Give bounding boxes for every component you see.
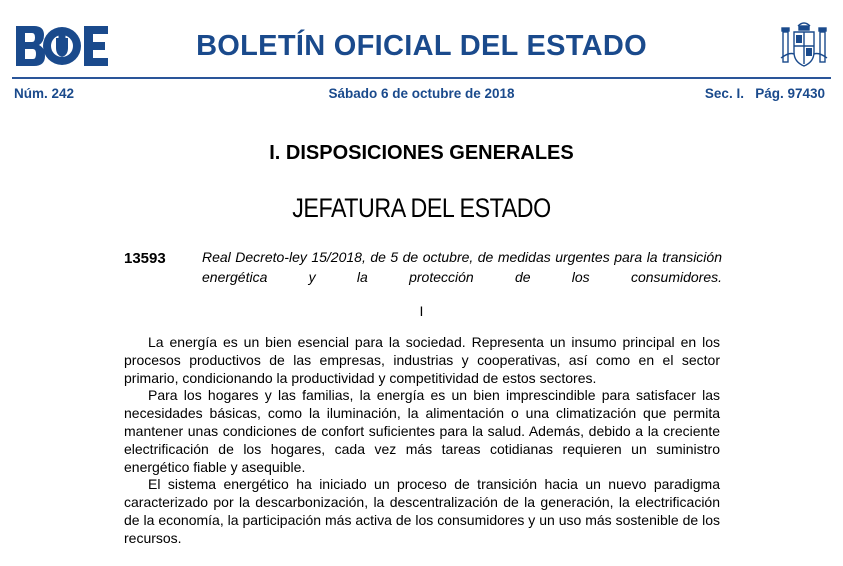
organization-title: JEFATURA DEL ESTADO xyxy=(292,193,551,223)
coat-of-arms-icon xyxy=(779,18,829,72)
paragraph: La energía es un bien esencial para la sociedad. Representa un insumo principal en los procesos productivos de las empresas, industrias y cooperativas, así como en el sector primario, condicionando la productividad y competitividad de estos sectores. xyxy=(124,334,720,386)
document-body xyxy=(124,334,720,548)
issue-number: Núm. 242 xyxy=(14,86,75,101)
header-rule xyxy=(12,77,831,79)
paragraph: El sistema energético ha iniciado un proceso de transición hacia un nuevo paradigma caracterizado por la descarbonización, la descentralización de la generación, la electrificación de la economía, la participación más activa de los consumidores y un uso más sostenible de los recursos. xyxy=(124,476,720,546)
document-number: 13593 xyxy=(124,250,166,267)
chapter-heading: I xyxy=(419,303,424,319)
section-title: I. DISPOSICIONES GENERALES xyxy=(269,142,574,164)
boe-logo xyxy=(14,24,110,68)
issue-date: Sábado 6 de octubre de 2018 xyxy=(328,86,515,101)
document-title: Real Decreto-ley 15/2018, de 5 de octubre, de medidas urgentes para la transición energética y la protección de los consumidores. xyxy=(202,249,722,285)
bulletin-title: BOLETÍN OFICIAL DEL ESTADO xyxy=(196,30,647,62)
paragraph: Para los hogares y las familias, la energía es un bien imprescindible para satisfacer las necesidades básicas, como la iluminación, la alimentación o una climatización que permita mantener unas condiciones de confort suficientes para la salud. Además, debido a la creciente electrificación de los hogares, cada vez más tareas cotidianas requieren un suministro energético fiable y asequible. xyxy=(124,387,720,475)
section-page: Sec. I. Pág. 97430 xyxy=(704,86,825,101)
